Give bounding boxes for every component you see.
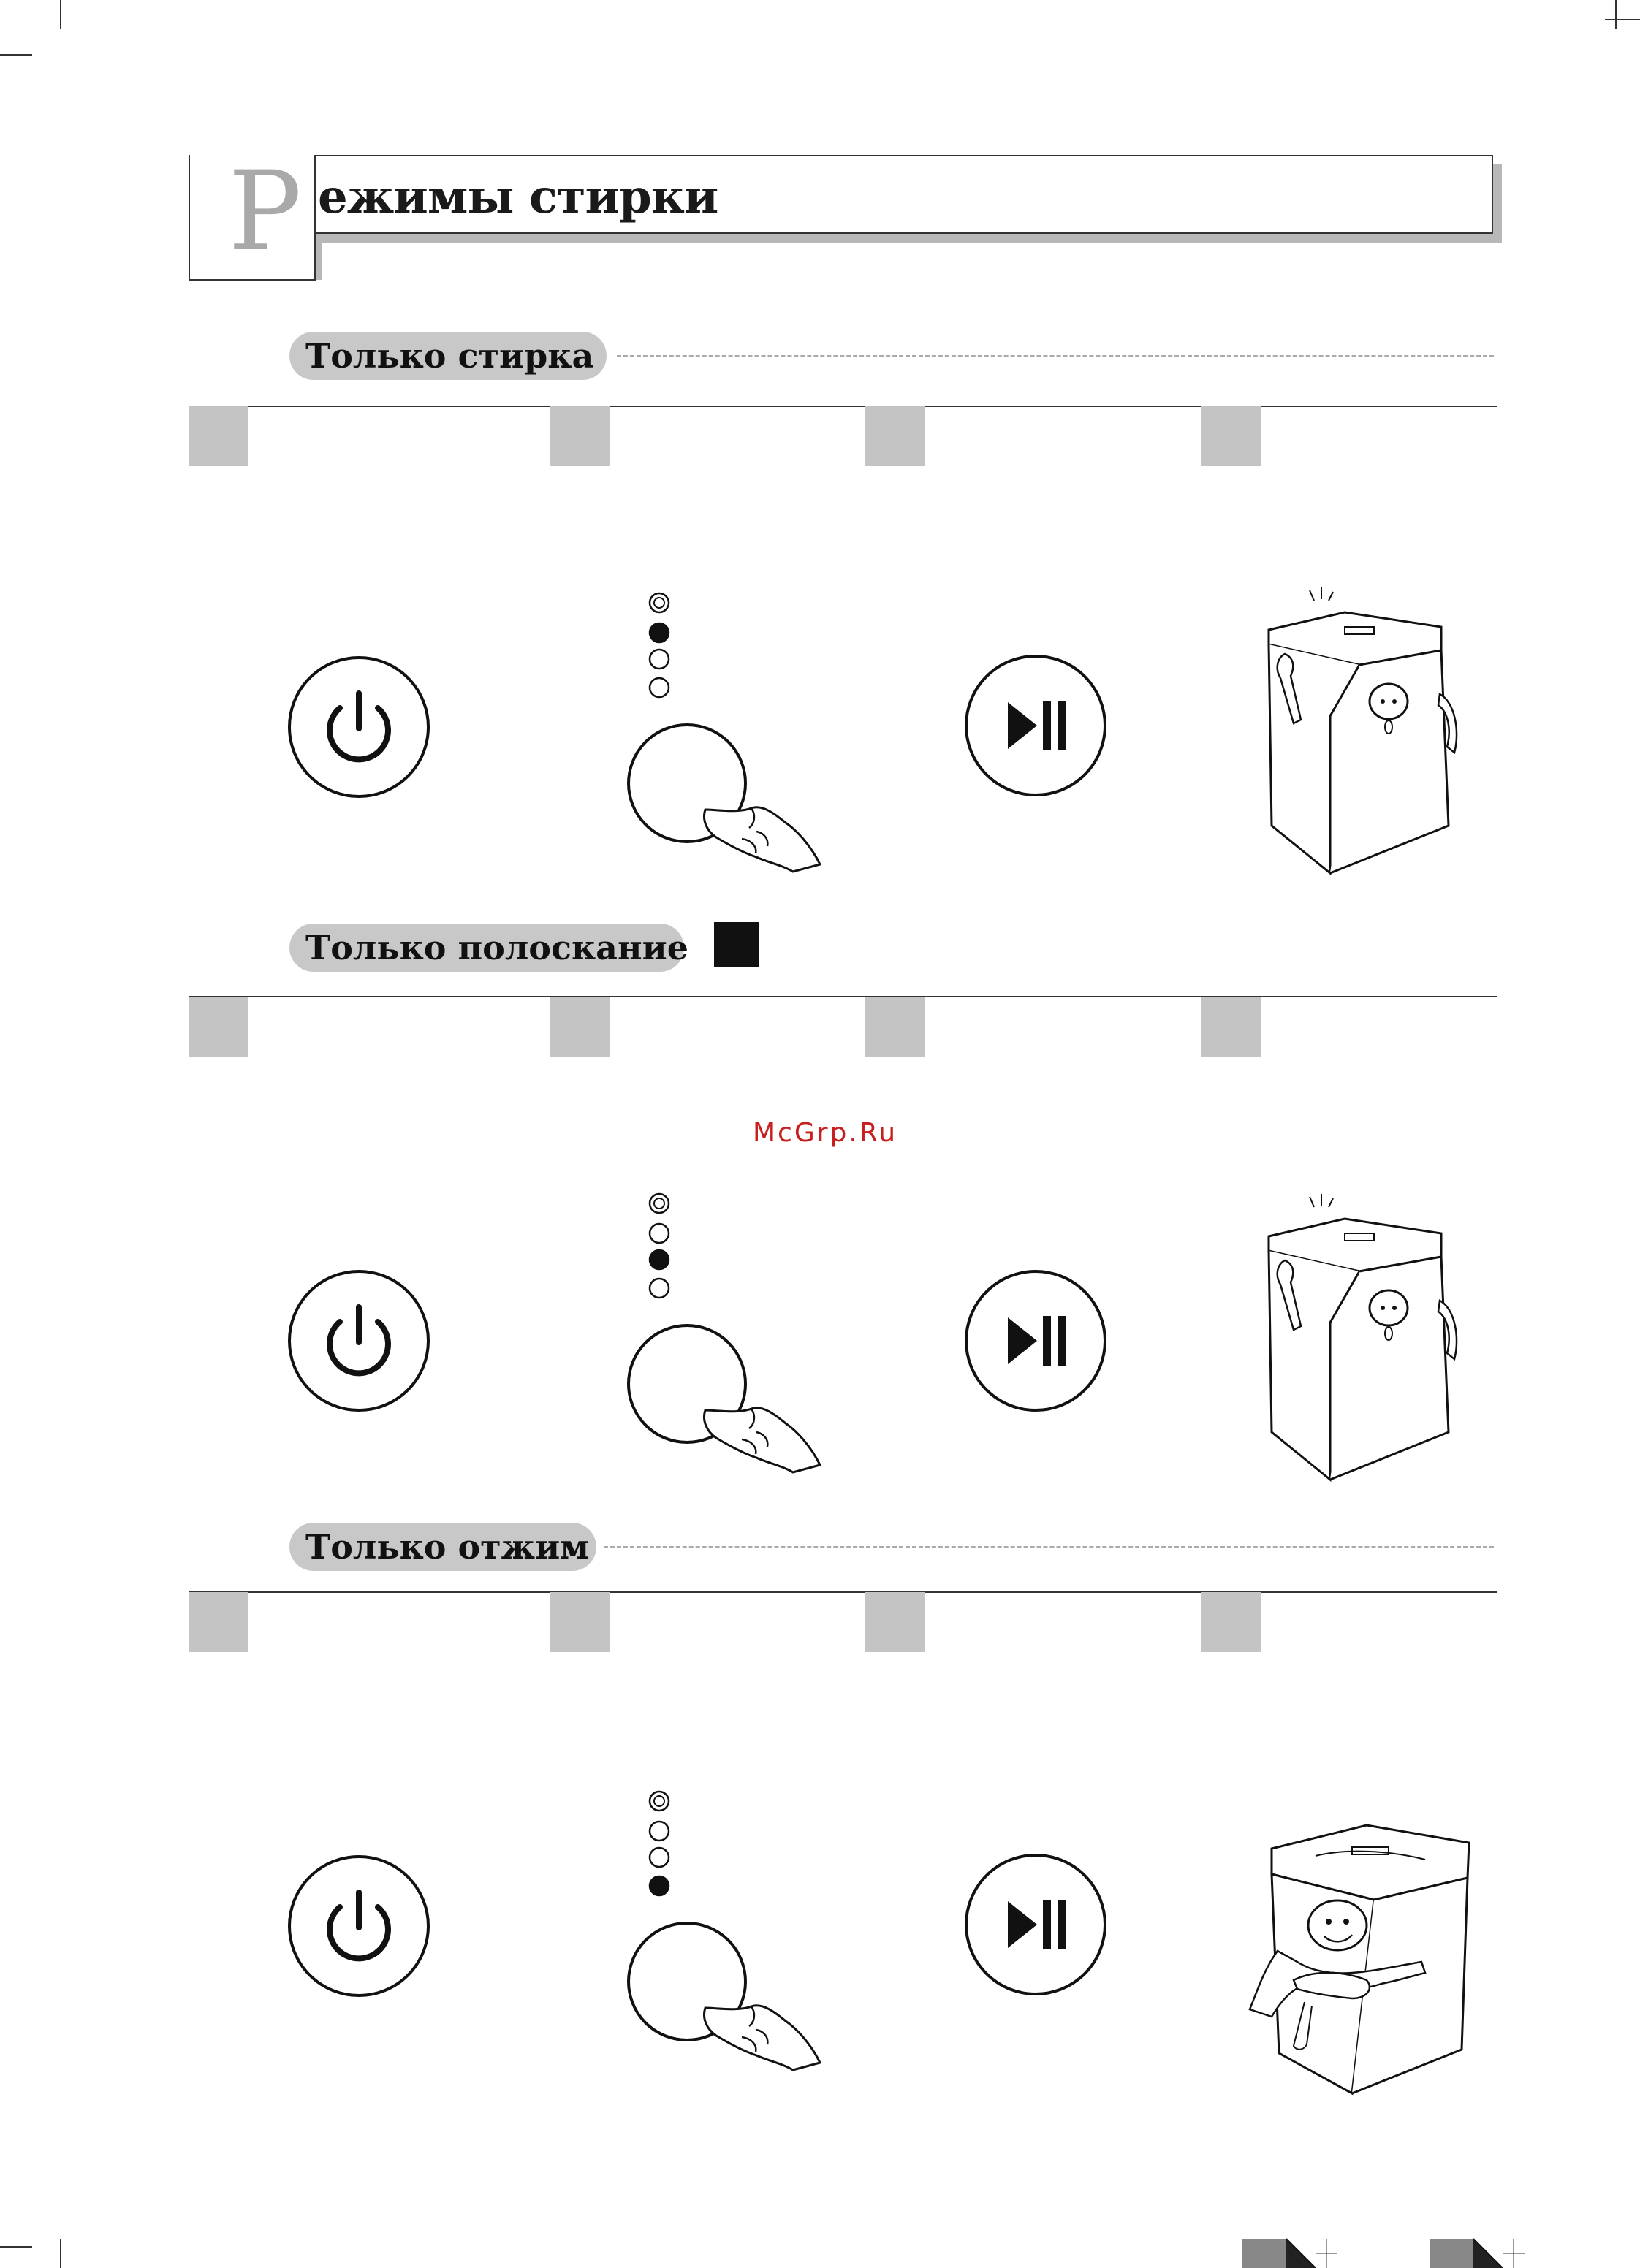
select-button-icon xyxy=(629,590,826,875)
crop-mark xyxy=(1615,0,1617,29)
step-marker xyxy=(550,997,610,1057)
step-marker xyxy=(865,997,925,1057)
step-marker xyxy=(1201,997,1261,1057)
crop-mark xyxy=(0,2246,32,2248)
step-marker xyxy=(550,406,610,466)
section-rule xyxy=(189,406,1497,407)
step-marker xyxy=(189,406,248,466)
section-heading: Только полоскание xyxy=(289,924,684,972)
watermark: McGrp.Ru xyxy=(753,1118,898,1148)
power-icon xyxy=(287,1854,430,1998)
washing-machine-illustration xyxy=(1242,585,1469,884)
start-pause-icon xyxy=(964,1269,1107,1412)
crop-mark xyxy=(60,2239,61,2268)
start-pause-icon xyxy=(964,654,1107,797)
power-icon xyxy=(287,655,430,799)
power-icon xyxy=(287,1269,430,1412)
dashed-divider xyxy=(604,1546,1494,1548)
step-marker xyxy=(865,406,925,466)
crop-mark xyxy=(0,54,32,56)
select-button-icon xyxy=(629,1789,826,2074)
page-title: ежимы стирки xyxy=(318,170,718,224)
crop-mark xyxy=(1605,19,1640,20)
step-marker xyxy=(1201,1592,1261,1652)
washing-machine-illustration xyxy=(1242,1191,1469,1491)
section-heading: Только отжим xyxy=(289,1523,596,1571)
registration-mark xyxy=(1242,2239,1337,2268)
step-marker xyxy=(550,1592,610,1652)
step-marker xyxy=(865,1592,925,1652)
section-rule xyxy=(189,1591,1497,1593)
step-marker xyxy=(189,1592,248,1652)
title-initial: Р xyxy=(228,148,302,275)
start-pause-icon xyxy=(964,1853,1107,1996)
dashed-divider xyxy=(617,355,1494,357)
section-rule xyxy=(189,996,1497,997)
section-heading: Только стирка xyxy=(289,332,607,380)
registration-mark xyxy=(1430,2239,1525,2268)
crop-mark xyxy=(60,0,61,29)
step-marker xyxy=(189,997,248,1057)
step-marker xyxy=(1201,406,1261,466)
select-button-icon xyxy=(629,1191,826,1476)
indicator-square xyxy=(714,922,759,967)
washing-machine-illustration xyxy=(1242,1797,1484,2104)
